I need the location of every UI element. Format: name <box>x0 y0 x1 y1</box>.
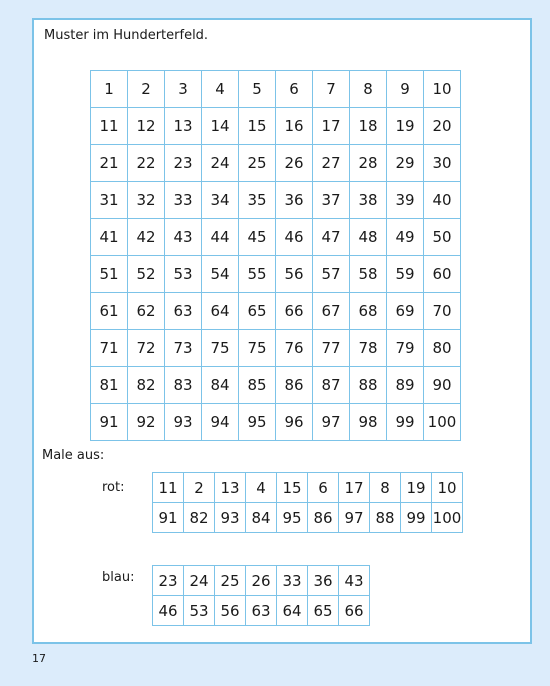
rot-cell: 2 <box>184 473 215 503</box>
rot-cell: 6 <box>308 473 339 503</box>
grid-cell: 53 <box>165 256 202 293</box>
grid-cell: 59 <box>387 256 424 293</box>
grid-cell: 86 <box>276 367 313 404</box>
grid-row <box>91 404 461 441</box>
grid-cell: 69 <box>387 293 424 330</box>
rot-cell: 86 <box>308 503 339 533</box>
grid-cell: 100 <box>424 404 461 441</box>
grid-cell: 61 <box>91 293 128 330</box>
grid-cell: 43 <box>165 219 202 256</box>
grid-cell: 49 <box>387 219 424 256</box>
grid-cell: 18 <box>350 108 387 145</box>
rot-cell: 8 <box>370 473 401 503</box>
grid-cell: 17 <box>313 108 350 145</box>
grid-cell: 7 <box>313 71 350 108</box>
grid-cell: 29 <box>387 145 424 182</box>
blau-cell: 25 <box>215 566 246 596</box>
grid-cell: 28 <box>350 145 387 182</box>
blau-cell: 63 <box>246 596 277 626</box>
grid-cell: 11 <box>91 108 128 145</box>
grid-cell: 80 <box>424 330 461 367</box>
grid-row <box>91 367 461 404</box>
grid-cell: 20 <box>424 108 461 145</box>
grid-cell: 76 <box>276 330 313 367</box>
grid-cell: 5 <box>239 71 276 108</box>
grid-row <box>91 145 461 182</box>
grid-cell: 15 <box>239 108 276 145</box>
blau-cell: 23 <box>153 566 184 596</box>
blau-cell: 24 <box>184 566 215 596</box>
grid-cell: 89 <box>387 367 424 404</box>
grid-cell: 66 <box>276 293 313 330</box>
grid-cell: 73 <box>165 330 202 367</box>
grid-cell: 8 <box>350 71 387 108</box>
grid-cell: 90 <box>424 367 461 404</box>
grid-cell: 96 <box>276 404 313 441</box>
grid-cell: 64 <box>202 293 239 330</box>
grid-cell: 26 <box>276 145 313 182</box>
grid-cell: 40 <box>424 182 461 219</box>
grid-cell: 68 <box>350 293 387 330</box>
worksheet-title: Muster im Hunderterfeld. <box>44 28 209 43</box>
grid-cell: 39 <box>387 182 424 219</box>
grid-cell: 46 <box>276 219 313 256</box>
grid-cell: 93 <box>165 404 202 441</box>
grid-cell: 98 <box>350 404 387 441</box>
blau-cell: 64 <box>277 596 308 626</box>
rot-row <box>153 473 463 503</box>
rot-cell: 11 <box>153 473 184 503</box>
blau-label: blau: <box>102 570 135 585</box>
hundred-grid <box>90 70 461 441</box>
grid-cell: 13 <box>165 108 202 145</box>
rot-cell: 84 <box>246 503 277 533</box>
rot-cell: 95 <box>277 503 308 533</box>
grid-cell: 82 <box>128 367 165 404</box>
grid-cell: 35 <box>239 182 276 219</box>
grid-cell: 45 <box>239 219 276 256</box>
grid-cell: 83 <box>165 367 202 404</box>
grid-cell: 62 <box>128 293 165 330</box>
grid-cell: 34 <box>202 182 239 219</box>
grid-cell: 2 <box>128 71 165 108</box>
blau-cell: 36 <box>308 566 339 596</box>
grid-cell: 37 <box>313 182 350 219</box>
grid-cell: 21 <box>91 145 128 182</box>
grid-cell: 6 <box>276 71 313 108</box>
rot-cell: 10 <box>432 473 463 503</box>
grid-cell: 14 <box>202 108 239 145</box>
grid-cell: 47 <box>313 219 350 256</box>
grid-row <box>91 182 461 219</box>
grid-row <box>91 256 461 293</box>
grid-cell: 10 <box>424 71 461 108</box>
grid-cell: 27 <box>313 145 350 182</box>
blau-cell: 66 <box>339 596 370 626</box>
rot-cell: 91 <box>153 503 184 533</box>
grid-cell: 4 <box>202 71 239 108</box>
rot-cell: 100 <box>432 503 463 533</box>
grid-cell: 44 <box>202 219 239 256</box>
grid-cell: 58 <box>350 256 387 293</box>
grid-cell: 36 <box>276 182 313 219</box>
grid-cell: 99 <box>387 404 424 441</box>
grid-cell: 92 <box>128 404 165 441</box>
grid-row <box>91 71 461 108</box>
instruction-label: Male aus: <box>42 448 105 463</box>
grid-row <box>91 108 461 145</box>
grid-cell: 22 <box>128 145 165 182</box>
grid-cell: 95 <box>239 404 276 441</box>
grid-cell: 12 <box>128 108 165 145</box>
grid-cell: 87 <box>313 367 350 404</box>
worksheet-frame <box>32 18 532 644</box>
grid-row <box>91 293 461 330</box>
grid-cell: 25 <box>239 145 276 182</box>
rot-row <box>153 503 463 533</box>
rot-cell: 15 <box>277 473 308 503</box>
grid-cell: 71 <box>91 330 128 367</box>
grid-row <box>91 330 461 367</box>
blau-row <box>153 566 370 596</box>
grid-cell: 31 <box>91 182 128 219</box>
grid-cell: 23 <box>165 145 202 182</box>
grid-cell: 94 <box>202 404 239 441</box>
grid-cell: 60 <box>424 256 461 293</box>
grid-cell: 67 <box>313 293 350 330</box>
blau-cell: 46 <box>153 596 184 626</box>
blau-row <box>153 596 370 626</box>
blau-cell: 53 <box>184 596 215 626</box>
grid-cell: 57 <box>313 256 350 293</box>
grid-cell: 48 <box>350 219 387 256</box>
rot-cell: 82 <box>184 503 215 533</box>
grid-cell: 50 <box>424 219 461 256</box>
grid-cell: 30 <box>424 145 461 182</box>
grid-cell: 85 <box>239 367 276 404</box>
blau-cell: 56 <box>215 596 246 626</box>
grid-cell: 91 <box>91 404 128 441</box>
grid-cell: 78 <box>350 330 387 367</box>
grid-cell: 55 <box>239 256 276 293</box>
grid-cell: 33 <box>165 182 202 219</box>
grid-cell: 54 <box>202 256 239 293</box>
grid-cell: 84 <box>202 367 239 404</box>
grid-cell: 24 <box>202 145 239 182</box>
grid-row <box>91 219 461 256</box>
rot-cell: 99 <box>401 503 432 533</box>
grid-cell: 41 <box>91 219 128 256</box>
grid-cell: 19 <box>387 108 424 145</box>
grid-cell: 42 <box>128 219 165 256</box>
grid-cell: 32 <box>128 182 165 219</box>
blau-cell: 43 <box>339 566 370 596</box>
rot-cell: 93 <box>215 503 246 533</box>
grid-cell: 63 <box>165 293 202 330</box>
grid-cell: 75 <box>202 330 239 367</box>
grid-cell: 52 <box>128 256 165 293</box>
grid-cell: 16 <box>276 108 313 145</box>
grid-cell: 79 <box>387 330 424 367</box>
rot-cell: 13 <box>215 473 246 503</box>
grid-cell: 38 <box>350 182 387 219</box>
blau-cell: 65 <box>308 596 339 626</box>
grid-cell: 56 <box>276 256 313 293</box>
rot-cell: 97 <box>339 503 370 533</box>
grid-cell: 75 <box>239 330 276 367</box>
grid-cell: 88 <box>350 367 387 404</box>
grid-cell: 81 <box>91 367 128 404</box>
grid-cell: 3 <box>165 71 202 108</box>
rot-number-table <box>152 472 463 533</box>
blau-cell: 33 <box>277 566 308 596</box>
grid-cell: 70 <box>424 293 461 330</box>
rot-cell: 4 <box>246 473 277 503</box>
grid-cell: 9 <box>387 71 424 108</box>
rot-label: rot: <box>102 480 125 495</box>
page-number: 17 <box>32 652 46 665</box>
rot-cell: 88 <box>370 503 401 533</box>
grid-cell: 97 <box>313 404 350 441</box>
grid-cell: 1 <box>91 71 128 108</box>
rot-cell: 17 <box>339 473 370 503</box>
grid-cell: 72 <box>128 330 165 367</box>
blau-cell: 26 <box>246 566 277 596</box>
grid-cell: 77 <box>313 330 350 367</box>
rot-cell: 19 <box>401 473 432 503</box>
grid-cell: 65 <box>239 293 276 330</box>
grid-cell: 51 <box>91 256 128 293</box>
blau-number-table <box>152 565 370 626</box>
